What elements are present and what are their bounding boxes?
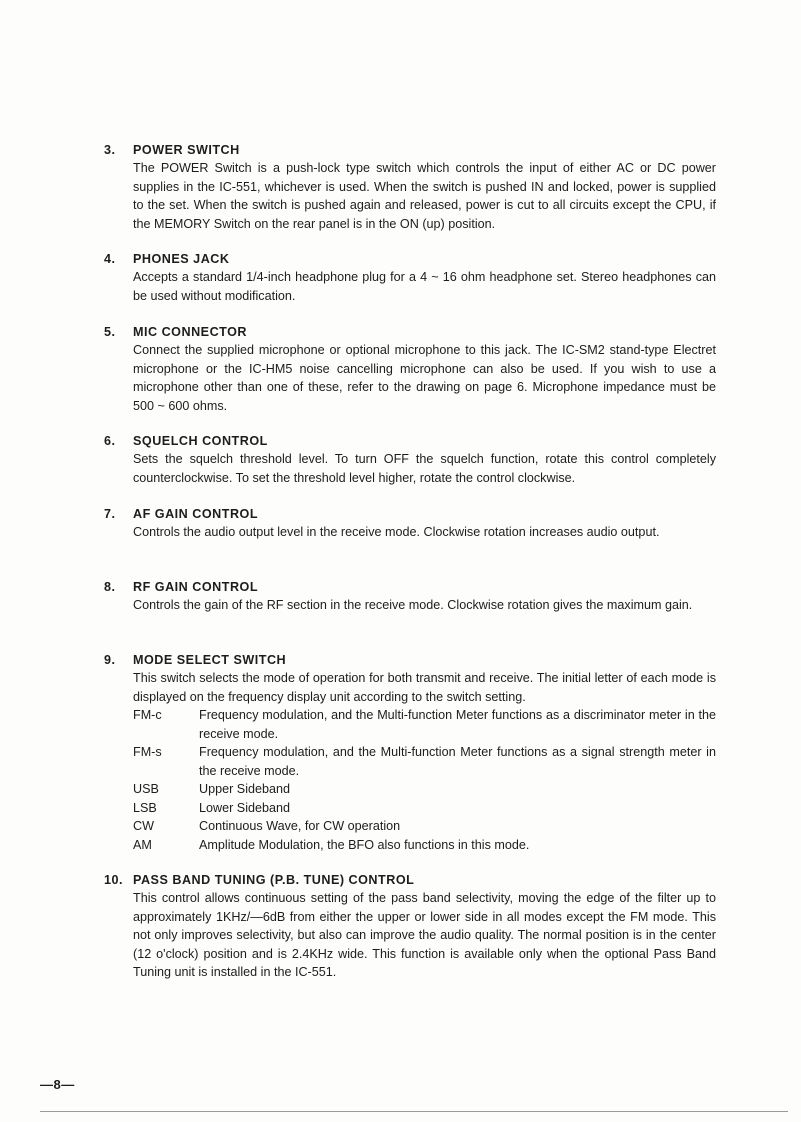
mode-description: Frequency modulation, and the Multi-function Meter functions as a signal strength meter in the receive mode. — [199, 745, 716, 778]
mode-item — [133, 799, 716, 818]
mode-description: Frequency modulation, and the Multi-function Meter functions as a discriminator meter in the receive mode. — [199, 708, 716, 741]
section-heading — [104, 141, 716, 159]
mode-description: Upper Sideband — [199, 782, 291, 796]
section-title: PASS BAND TUNING (P.B. TUNE) CONTROL — [133, 873, 415, 887]
section-text: Sets the squelch threshold level. To turn OFF the squelch function, rotate this control completely counterclockwise. To set the threshold level higher, rotate the control clockwise. — [133, 452, 716, 485]
section-title: MODE SELECT SWITCH — [133, 653, 287, 667]
mode-item — [133, 817, 716, 836]
section-mode-select-switch — [104, 651, 716, 854]
section-number: 7. — [104, 507, 116, 521]
section-body — [133, 669, 716, 854]
mode-description: Lower Sideband — [199, 800, 291, 815]
mode-item — [133, 743, 716, 780]
bottom-rule — [40, 1111, 788, 1112]
section-power-switch — [104, 141, 716, 233]
section-heading — [104, 505, 716, 523]
section-pass-band-tuning — [104, 871, 716, 982]
section-text: This switch selects the mode of operation for both transmit and receive. The initial letter of each mode is displayed on the frequency display unit according to the switch setting. — [133, 671, 716, 704]
mode-item — [133, 780, 716, 799]
section-text: Controls the gain of the RF section in the receive mode. Clockwise rotation gives the maximum gain. — [133, 598, 693, 612]
section-heading — [104, 871, 716, 889]
mode-code: USB — [133, 782, 159, 796]
section-number: 5. — [104, 325, 116, 339]
section-text: Accepts a standard 1/4-inch headphone plug for a 4 ~ 16 ohm headphone set. Stereo headphones can be used without modification. — [133, 270, 716, 303]
page-number: —8— — [40, 1077, 75, 1092]
section-body — [133, 596, 716, 615]
section-title: POWER SWITCH — [133, 143, 240, 157]
section-title: RF GAIN CONTROL — [133, 580, 259, 594]
section-heading — [104, 578, 716, 596]
mode-code: LSB — [133, 800, 157, 815]
section-body — [133, 159, 716, 233]
mode-description: Continuous Wave, for CW operation — [199, 819, 401, 833]
section-af-gain-control — [104, 505, 716, 542]
mode-item — [133, 836, 716, 855]
mode-code: CW — [133, 819, 154, 833]
section-mic-connector — [104, 323, 716, 415]
section-number: 8. — [104, 580, 116, 594]
mode-item — [133, 706, 716, 743]
section-heading — [104, 250, 716, 268]
mode-description: Amplitude Modulation, the BFO also functions in this mode. — [199, 837, 530, 852]
section-title: AF GAIN CONTROL — [133, 507, 259, 521]
mode-list — [133, 706, 716, 854]
section-text: Connect the supplied microphone or optional microphone to this jack. The IC-SM2 stand-type Electret microphone or the IC-HM5 noise cancelling microphone can also be used. If you wish to use a microphone other than one of these, refer to the drawing on page 6. Microphone impedance must be 500 ~ 600 ohms. — [133, 343, 716, 413]
section-number: 3. — [104, 143, 116, 157]
section-body — [133, 523, 716, 542]
section-number: 10. — [104, 873, 124, 887]
section-body — [133, 268, 716, 305]
section-body — [133, 341, 716, 415]
section-number: 6. — [104, 434, 116, 448]
section-rf-gain-control — [104, 578, 716, 615]
section-text: The POWER Switch is a push-lock type switch which controls the input of either AC or DC power supplies in the IC-551, whichever is used. When the switch is pushed IN and locked, power is supplied to the set. When the switch is pushed again and released, power is cut to all circuits except the CPU, if the MEMORY Switch on the rear panel is in the ON (up) position. — [133, 161, 716, 231]
section-heading — [104, 323, 716, 341]
section-heading — [104, 651, 716, 669]
section-title: SQUELCH CONTROL — [133, 434, 268, 448]
mode-code: AM — [133, 837, 152, 852]
section-phones-jack — [104, 250, 716, 305]
section-text: This control allows continuous setting of the pass band selectivity, moving the edge of the filter up to approximately 1KHz/—6dB from either the upper or lower side in all modes except the FM mode. This not only improves selectivity, but also can improve the audio quality. The normal position is in the center (12 o'clock) position and is 2.4KHz wide. This function is available only when the optional Pass Band Tuning unit is installed in the IC-551. — [133, 891, 716, 979]
section-heading — [104, 432, 716, 450]
section-squelch-control — [104, 432, 716, 487]
section-title: MIC CONNECTOR — [133, 325, 248, 339]
section-text: Controls the audio output level in the receive mode. Clockwise rotation increases audio output. — [133, 525, 660, 539]
section-number: 9. — [104, 653, 116, 667]
mode-code: FM-c — [133, 708, 162, 722]
section-number: 4. — [104, 252, 116, 266]
section-title: PHONES JACK — [133, 252, 230, 266]
section-body — [133, 450, 716, 487]
mode-code: FM-s — [133, 745, 162, 759]
section-body — [133, 889, 716, 982]
